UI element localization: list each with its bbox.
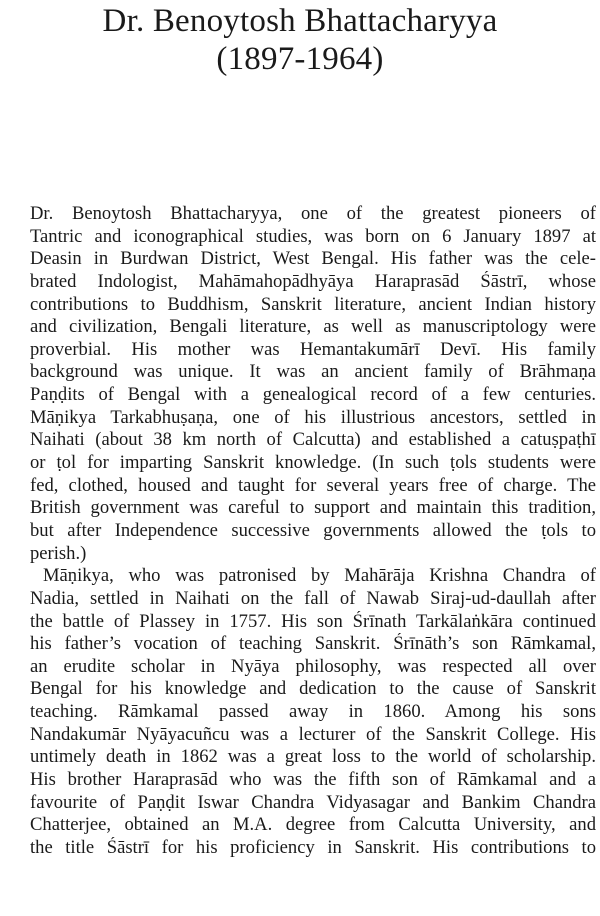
text-line: Nadia, settled in Naihati on the fall of Nawab Siraj-ud-daullah after (30, 587, 596, 609)
text-line: an erudite scholar in Nyāya philosophy, was respected all over (30, 655, 596, 677)
text-line: the title Śāstrī for his proficiency in Sanskrit. His contributions to (30, 836, 596, 858)
text-line: the battle of Plassey in 1757. His son Śrīnath Tarkālaṅkāra continued (30, 610, 596, 632)
text-line: Naihati (about 38 km north of Calcutta) and established a catuṣpaṭhī (30, 429, 596, 451)
text-line: Dr. Benoytosh Bhattacharyya, one of the greatest pioneers of (30, 203, 596, 224)
page-title: Dr. Benoytosh Bhattacharyya (102, 3, 498, 39)
text-line: Māṇikya Tarkabhuṣaṇa, one of his illustrious ancestors, settled in (30, 406, 596, 428)
text-line: perish.) (30, 542, 87, 564)
text-line: and civilization, Bengali literature, as well as manuscriptology were (30, 316, 596, 338)
paragraph-1 (30, 203, 596, 565)
text-line: Paṇḍits of Bengal with a genealogical record of a few centuries. (30, 384, 596, 406)
text-line: untimely death in 1862 was a great loss to the world of scholarship. (30, 746, 596, 768)
text-line: Bengal for his knowledge and dedication to the cause of Sanskrit (30, 678, 596, 700)
text-line: his father’s vocation of teaching Sanskrit. Śrīnāth’s son Rāmkamal, (30, 633, 596, 655)
text-line: background was unique. It was an ancient family of Brāhmaṇa (30, 361, 596, 383)
text-line: Deasin in Burdwan District, West Bengal. His father was the cele- (30, 248, 596, 270)
text-line: His brother Haraprasād who was the fifth son of Rāmkamal and a (30, 769, 596, 791)
text-line: Māṇikya, who was patronised by Mahārāja Krishna Chandra of (43, 565, 596, 587)
text-line: Tantric and iconographical studies, was born on 6 January 1897 at (30, 225, 596, 247)
text-line: teaching. Rāmkamal passed away in 1860. Among his sons (30, 701, 596, 723)
text-line: favourite of Paṇḍit Iswar Chandra Vidyasagar and Bankim Chandra (30, 791, 596, 813)
body-text (30, 203, 596, 860)
text-line: proverbial. His mother was Hemantakumārī Devī. His family (30, 338, 596, 360)
text-line: or ṭol for imparting Sanskrit knowledge. (In such ṭols students were (30, 452, 596, 474)
text-line: but after Independence successive governments allowed the ṭols to (30, 519, 596, 541)
text-line: fed, clothed, housed and taught for several years free of charge. The (30, 474, 596, 496)
text-line: brated Indologist, Mahāmahopādhyāya Haraprasād Śāstrī, whose (30, 270, 596, 292)
text-line: British government was careful to support and maintain this tradition, (30, 497, 596, 519)
text-line: Nandakumār Nyāyacuñcu was a lecturer of the Sanskrit College. His (30, 723, 596, 745)
text-line: Chatterjee, obtained an M.A. degree from Calcutta University, and (30, 814, 596, 836)
text-line: contributions to Buddhism, Sanskrit literature, ancient Indian history (30, 293, 596, 315)
paragraph-2 (30, 565, 596, 859)
page-subtitle-years: (1897-1964) (216, 41, 384, 77)
